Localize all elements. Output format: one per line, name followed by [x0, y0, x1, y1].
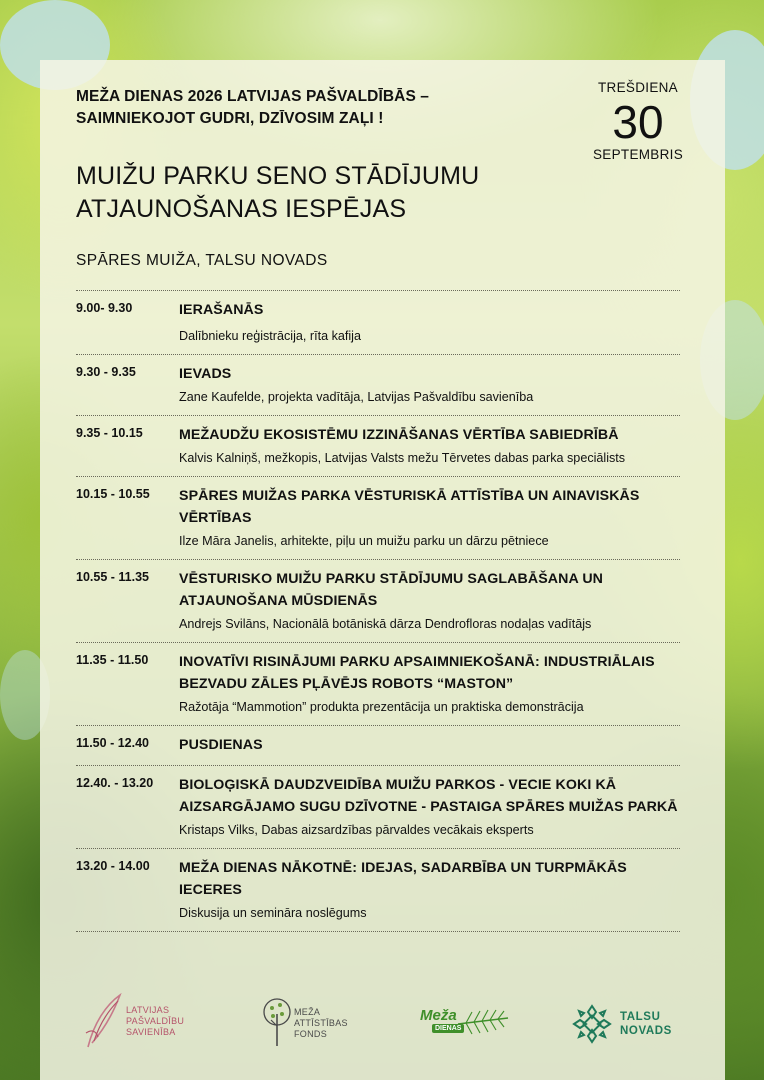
partner-logos: [40, 990, 725, 1060]
schedule-item-title: PUSDIENAS: [179, 737, 263, 753]
lps-logo: [84, 992, 184, 1050]
schedule-item-title: MEŽA DIENAS NĀKOTNĒ: IDEJAS, SADARBĪBA UN TURPMĀKĀS IECERES: [179, 860, 627, 898]
location: SPĀRES MUIŽA, TALSU NOVADS: [76, 252, 328, 269]
talsu-logo-text: [620, 1010, 672, 1038]
schedule-item-desc: Andrejs Svilāns, Nacionālā botāniskā dārza Dendrofloras nodaļas vadītājs: [179, 617, 592, 631]
schedule-time: 10.55 - 11.35: [76, 570, 149, 584]
meza-dienas-word2: DIENAS: [432, 1024, 464, 1033]
talsu-line1: TALSU: [620, 1011, 661, 1023]
schedule-time: 11.35 - 11.50: [76, 653, 149, 667]
schedule: [76, 290, 680, 932]
date-month: SEPTEMBRIS: [592, 147, 684, 162]
schedule-item-desc: Ražotāja “Mammotion” produkta prezentācija un praktiska demonstrācija: [179, 700, 584, 714]
seminar-title: [76, 160, 596, 226]
schedule-row: [76, 354, 680, 415]
lps-line1: LATVIJAS: [126, 1004, 170, 1015]
schedule-item-desc: Kristaps Vilks, Dabas aizsardzības pārvaldes vecākais eksperts: [179, 823, 534, 837]
date-day-number: 30: [612, 96, 664, 148]
schedule-item-title: VĒSTURISKO MUIŽU PARKU STĀDĪJUMU SAGLABĀŠANA UN ATJAUNOŠANA MŪSDIENĀS: [179, 571, 604, 609]
schedule-row: [76, 848, 680, 932]
lps-line3: SAVIENĪBA: [126, 1026, 176, 1037]
lps-logo-text: [126, 1005, 184, 1038]
schedule-time: 9.35 - 10.15: [76, 426, 143, 440]
schedule-row: [76, 642, 680, 725]
schedule-time: 11.50 - 12.40: [76, 736, 149, 750]
schedule-row: [76, 415, 680, 476]
schedule-item-title: BIOLOĢISKĀ DAUDZVEIDĪBA MUIŽU PARKOS - VECIE KOKI KĀ AIZSARGĀJAMO SUGU DZĪVOTNE - PASTAIGA SPĀRES MUIŽAS PARKĀ: [179, 777, 678, 815]
event-title-line2: SAIMNIEKOJOT GUDRI, DZĪVOSIM ZAĻI !: [76, 110, 384, 127]
maf-line1: MEŽA: [294, 1006, 321, 1017]
schedule-item-title: IERAŠANĀS: [179, 302, 264, 318]
schedule-time: 9.00- 9.30: [76, 301, 133, 315]
schedule-item-title: MEŽAUDŽU EKOSISTĒMU IZZINĀŠANAS VĒRTĪBA SABIEDRĪBĀ: [179, 427, 619, 443]
maf-line3: FONDS: [294, 1028, 327, 1039]
talsu-line2: NOVADS: [620, 1025, 672, 1037]
feather-icon: [84, 993, 124, 1049]
meza-dienas-logo: [418, 1002, 510, 1042]
schedule-time: 13.20 - 14.00: [76, 859, 150, 873]
schedule-time: 12.40. - 13.20: [76, 776, 154, 790]
schedule-item-title: INOVATĪVI RISINĀJUMI PARKU APSAIMNIEKOŠANĀ: INDUSTRIĀLAIS BEZVADU ZĀLES PĻĀVĒJS ROBOTS “MASTON”: [179, 654, 655, 692]
schedule-time: 9.30 - 9.35: [76, 365, 136, 379]
schedule-time: 10.15 - 10.55: [76, 487, 150, 501]
maf-line2: ATTĪSTĪBAS: [294, 1017, 348, 1028]
lps-line2: PAŠVALDĪBU: [126, 1015, 185, 1026]
tree-icon: [262, 996, 292, 1050]
meza-dienas-word1: Meža: [420, 1007, 457, 1024]
date-block: [590, 80, 686, 162]
schedule-item-desc: Dalībnieku reģistrācija, rīta kafija: [179, 329, 361, 343]
schedule-row: [76, 290, 680, 354]
event-title-line1: MEŽA DIENAS 2026 LATVIJAS PAŠVALDĪBĀS –: [76, 88, 430, 105]
seminar-title-line1: MUIŽU PARKU SENO STĀDĪJUMU: [76, 162, 480, 190]
talsu-ornament-icon: [572, 1004, 612, 1044]
schedule-item-desc: Kalvis Kalniņš, mežkopis, Latvijas Valsts mežu Tērvetes dabas parka speciālists: [179, 451, 626, 465]
schedule-item-title: IEVADS: [179, 366, 232, 382]
date-weekday: TREŠDIENA: [598, 80, 678, 95]
schedule-item-desc: Diskusija un semināra noslēgums: [179, 906, 367, 920]
schedule-row: [76, 765, 680, 848]
seminar-title-line2: ATJAUNOŠANAS IESPĒJAS: [76, 195, 407, 223]
maf-logo-text: [294, 1007, 348, 1040]
event-title: [76, 86, 546, 130]
schedule-row: [76, 559, 680, 642]
schedule-item-desc: Zane Kaufelde, projekta vadītāja, Latvijas Pašvaldību savienība: [179, 390, 534, 404]
schedule-row: [76, 725, 680, 765]
schedule-item-title: SPĀRES MUIŽAS PARKA VĒSTURISKĀ ATTĪSTĪBA UN AINAVISKĀS VĒRTĪBAS: [179, 488, 640, 526]
schedule-row: [76, 476, 680, 559]
maf-logo: [262, 994, 348, 1052]
schedule-item-desc: Ilze Māra Janelis, arhitekte, piļu un muižu parku un dārzu pētniece: [179, 534, 549, 548]
talsu-novads-logo: [572, 1004, 672, 1044]
